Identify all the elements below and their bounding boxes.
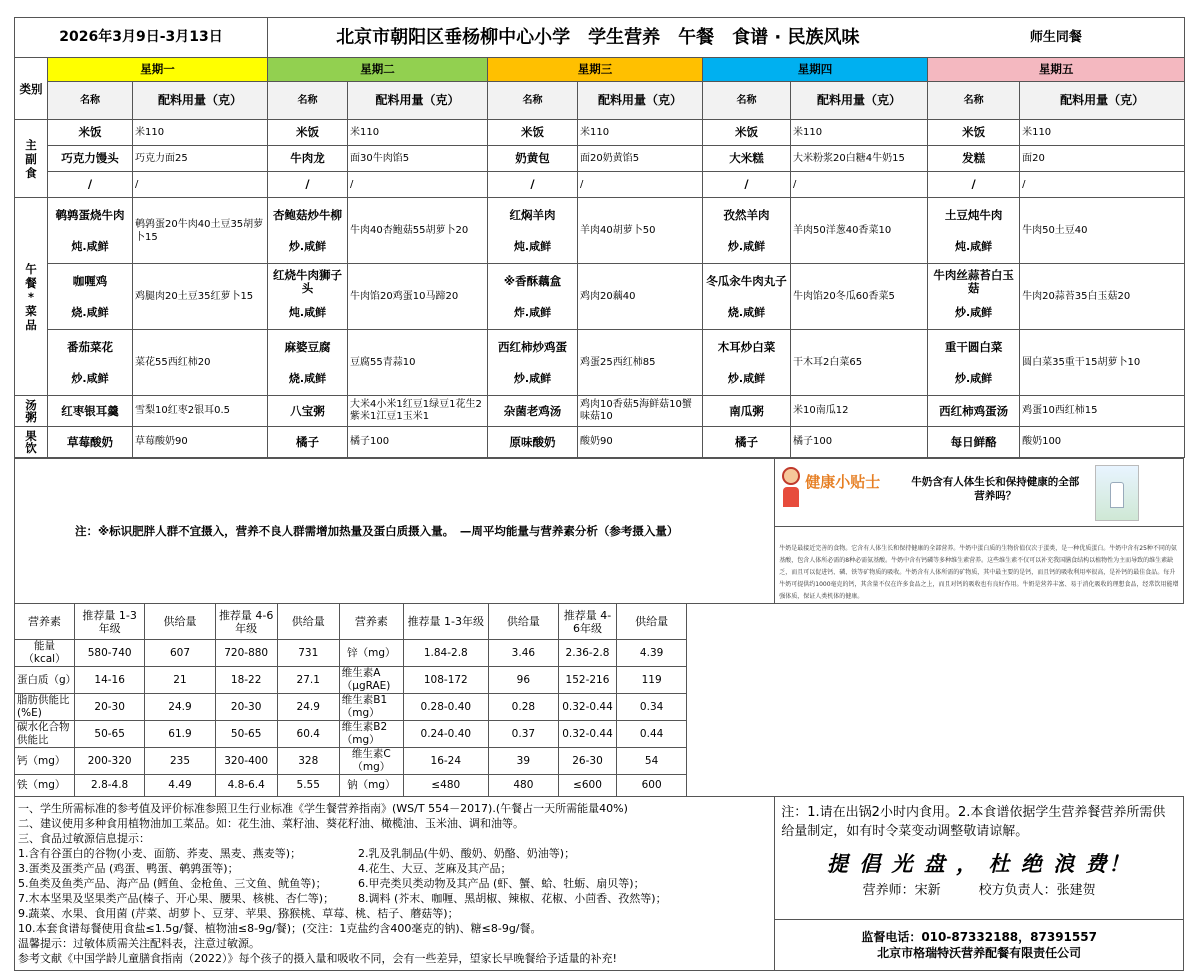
guidelines [15, 797, 775, 971]
dish-ingredients: 牛肉40杏鲍菇55胡萝卜20 [348, 198, 488, 264]
dish-name: 牛肉丝蒜苔白玉菇 [933, 267, 1014, 295]
dish-ingredients: 牛肉20蒜苔35白玉菇20 [1020, 264, 1185, 330]
soup-ingredients: 大米4小米1红豆1绿豆1花生2紫米1江豆1玉米1 [348, 396, 488, 427]
dish-ingredients: 鸡蛋25西红柿85 [578, 330, 703, 396]
fruit-name: 橘子 [268, 427, 348, 458]
category-staple: 主副食 [15, 120, 48, 198]
staple-ingredients: 面20 [1020, 146, 1185, 172]
dish-name: 红烧牛肉狮子头 [273, 267, 343, 295]
fruit-name: 草莓酸奶 [48, 427, 133, 458]
nutrient-value: 21 [145, 667, 215, 694]
guideline-line: 二、建议使用多种食用植物油加工菜品。如：花生油、菜籽油、葵花籽油、橄榄油、玉米油、调和油等。 [18, 817, 524, 830]
staple-name: 奶黄包 [488, 146, 578, 172]
guideline-line: 9.蔬菜、水果、食用菌 (芹菜、胡萝卜、豆芽、苹果、猕猴桃、草莓、桃、桔子、蘑菇等)； [18, 907, 459, 920]
nutrient-value: 26-30 [559, 748, 617, 775]
day-mon: 星期一 [48, 58, 268, 82]
tip-badge: 健康小贴士 [805, 473, 881, 491]
category-fruit: 果饮 [15, 427, 48, 458]
soup-name: 西红柿鸡蛋汤 [928, 396, 1020, 427]
nutrient-value: 0.37 [488, 721, 558, 748]
supervise-phone: 监督电话：010-87332188，87391557 [861, 930, 1097, 945]
dish-ingredients: 圆白菜35重干15胡萝卜10 [1020, 330, 1185, 396]
staple-ingredients: 大米粉浆20白糖4牛奶15 [791, 146, 928, 172]
staple-name: 米饭 [268, 120, 348, 146]
nutrient-value: 27.1 [277, 667, 339, 694]
dish-cell [703, 264, 791, 330]
nutrient-name: 维生素B1（mg） [339, 694, 403, 721]
nutrient-name: 碳水化合物供能比 [15, 721, 75, 748]
nutrient-value: 0.34 [616, 694, 686, 721]
col-ingredients-header: 配料用量（克） [1020, 82, 1185, 120]
dietitian: 营养师：宋新 [862, 883, 941, 898]
dish-cooking: 炒.咸鲜 [727, 240, 766, 253]
guideline-line: 10.本套食谱每餐使用食盐≤1.5g/餐、植物油≤8-9g/餐)；(交注：1克盐约含400毫克的钠)、糖≤8-9g/餐。 [18, 922, 542, 935]
dish-cell [488, 264, 578, 330]
col-name-header: 名称 [268, 82, 348, 120]
soup-name: 红枣银耳羹 [48, 396, 133, 427]
dish-name: 咖喱鸡 [72, 274, 108, 288]
staple-ingredients: 米110 [578, 120, 703, 146]
category-header: 类别 [15, 58, 48, 120]
nutrient-value: 61.9 [145, 721, 215, 748]
nutrient-name: 维生素B2（mg） [339, 721, 403, 748]
col-name-header: 名称 [488, 82, 578, 120]
staple-ingredients: / [1020, 172, 1185, 198]
dish-ingredients: 牛肉馅20鸡蛋10马蹄20 [348, 264, 488, 330]
nutrition-head: 推荐量 4-6年级 [559, 604, 617, 640]
dish-cooking: 炒.咸鲜 [954, 306, 993, 319]
nutrition-head: 推荐量 1-3年级 [74, 604, 144, 640]
col-ingredients-header: 配料用量（克） [348, 82, 488, 120]
fruit-ingredients: 橘子100 [791, 427, 928, 458]
contact-cell [775, 920, 1184, 971]
staple-ingredients: / [791, 172, 928, 198]
dish-ingredients: 豆腐55青蒜10 [348, 330, 488, 396]
fruit-ingredients: 橘子100 [348, 427, 488, 458]
dish-cell [488, 198, 578, 264]
staple-name: / [488, 172, 578, 198]
dish-name: 麻婆豆腐 [284, 340, 331, 354]
dish-cell [928, 264, 1020, 330]
staple-ingredients: 米110 [1020, 120, 1185, 146]
dish-ingredients: 鸡腿肉20土豆35红萝卜15 [133, 264, 268, 330]
staple-name: 发糕 [928, 146, 1020, 172]
meal-tag: 师生同餐 [928, 18, 1185, 58]
nutrient-value: 1.84-2.8 [403, 640, 488, 667]
nutrient-value: ≤480 [403, 775, 488, 797]
nutrient-value: 2.36-2.8 [559, 640, 617, 667]
nutrient-value: 60.4 [277, 721, 339, 748]
nutrition-head: 推荐量 4-6年级 [215, 604, 277, 640]
dish-name: 重干圆白菜 [944, 340, 1003, 354]
staple-name: 米饭 [928, 120, 1020, 146]
dish-cooking: 炖.咸鲜 [288, 306, 327, 319]
nutrient-name: 钙（mg） [15, 748, 75, 775]
guideline-line: 1.含有谷蛋白的谷物(小麦、面筋、荞麦、黑麦、燕麦等)； [18, 847, 302, 860]
nutrient-name: 脂肪供能比(%E) [15, 694, 75, 721]
soup-name: 八宝粥 [268, 396, 348, 427]
staple-ingredients: 巧克力面25 [133, 146, 268, 172]
fruit-name: 每日鲜酪 [928, 427, 1020, 458]
category-soup: 汤粥 [15, 396, 48, 427]
dish-cell [268, 330, 348, 396]
dish-cell [488, 330, 578, 396]
dish-name: 西红柿炒鸡蛋 [498, 340, 568, 354]
dish-name: ※香酥藕盒 [503, 274, 562, 288]
dish-cooking: 炖.咸鲜 [954, 240, 993, 253]
staple-name: / [703, 172, 791, 198]
nutrient-value: 50-65 [215, 721, 277, 748]
nutrient-value: 20-30 [215, 694, 277, 721]
dish-ingredients: 干木耳2白菜65 [791, 330, 928, 396]
col-name-header: 名称 [48, 82, 133, 120]
nutrient-value: 0.44 [616, 721, 686, 748]
dish-ingredients: 牛肉50土豆40 [1020, 198, 1185, 264]
nutrient-name: 铁（mg） [15, 775, 75, 797]
dish-cell [268, 198, 348, 264]
nutrient-value: 24.9 [277, 694, 339, 721]
col-ingredients-header: 配料用量（克） [133, 82, 268, 120]
staple-ingredients: 米110 [348, 120, 488, 146]
tip-question: 牛奶含有人体生长和保持健康的全部营养吗？ [911, 476, 1080, 502]
analysis-table [14, 458, 1184, 971]
dish-ingredients: 羊肉50洋葱40香菜10 [791, 198, 928, 264]
page-title: 北京市朝阳区垂杨柳中心小学 学生营养 午餐 食谱 · 民族风味 [268, 18, 928, 58]
staple-name: / [928, 172, 1020, 198]
guideline-line: 三、食品过敏源信息提示： [18, 832, 150, 845]
nutrition-head: 供给量 [145, 604, 215, 640]
day-tue: 星期二 [268, 58, 488, 82]
milk-bottle-icon [1095, 465, 1139, 521]
nutrient-value: 4.39 [616, 640, 686, 667]
dish-name: 红焖羊肉 [509, 208, 556, 222]
soup-name: 南瓜粥 [703, 396, 791, 427]
soup-ingredients: 雪梨10红枣2银耳0.5 [133, 396, 268, 427]
nutrient-name: 能量（kcal） [15, 640, 75, 667]
nutrition-head: 营养素 [15, 604, 75, 640]
staple-name: 米饭 [48, 120, 133, 146]
guideline-line: 温馨提示：过敏体质需关注配料表，注意过敏源。 [18, 937, 260, 950]
fruit-ingredients: 草莓酸奶90 [133, 427, 268, 458]
staple-name: / [268, 172, 348, 198]
col-name-header: 名称 [928, 82, 1020, 120]
col-ingredients-header: 配料用量（克） [791, 82, 928, 120]
nutrient-name: 维生素A（μgRAE) [339, 667, 403, 694]
nutrient-value: 108-172 [403, 667, 488, 694]
nutrient-value: 5.55 [277, 775, 339, 797]
guideline-line: 参考文献《中国学龄儿童膳食指南（2022）》每个孩子的摄入量和吸收不同，会有一些差异，望家长早晚餐给予适量的补充! [18, 952, 617, 965]
dish-cooking: 炖.咸鲜 [71, 240, 109, 253]
nutrient-value: 607 [145, 640, 215, 667]
dish-ingredients: 鸡肉20藕40 [578, 264, 703, 330]
fruit-name: 原味酸奶 [488, 427, 578, 458]
slogan: 提 倡 光 盘 ， 杜 绝 浪 费！ [826, 851, 1132, 876]
staple-ingredients: / [578, 172, 703, 198]
dish-cooking: 炒.咸鲜 [288, 240, 327, 253]
col-name-header: 名称 [703, 82, 791, 120]
nutrient-value: 0.24-0.40 [403, 721, 488, 748]
fruit-ingredients: 酸奶100 [1020, 427, 1185, 458]
dish-cooking: 烧.咸鲜 [71, 306, 109, 319]
dish-cooking: 炸.咸鲜 [513, 306, 552, 319]
guideline-line: 8.调料 (芥末、咖喱、黑胡椒、辣椒、花椒、小茴香、孜然等)； [358, 892, 667, 905]
soup-ingredients: 鸡肉10香菇5海鲜菇10蟹味菇10 [578, 396, 703, 427]
dish-ingredients: 鹌鹑蛋20牛肉40土豆35胡萝卜15 [133, 198, 268, 264]
nutrient-name: 蛋白质（g） [15, 667, 75, 694]
principal: 校方负责人：张建贺 [978, 883, 1096, 898]
nutrition-head: 供给量 [277, 604, 339, 640]
nutrient-value: 24.9 [145, 694, 215, 721]
dish-cell [48, 330, 133, 396]
dish-cell [48, 198, 133, 264]
company-name: 北京市格瑞特沃营养配餐有限责任公司 [877, 946, 1082, 961]
guideline-line: 一、学生所需标准的参考值及评价标准参照卫生行业标准《学生餐营养指南》(WS/T 554－2017).(午餐占一天所需能量40%) [18, 802, 628, 815]
nutrient-name: 维生素C（mg） [339, 748, 403, 775]
staple-ingredients: / [348, 172, 488, 198]
soup-name: 杂菌老鸡汤 [488, 396, 578, 427]
dish-name: 孜然羊肉 [723, 208, 770, 222]
nutrient-value: 200-320 [74, 748, 144, 775]
staple-ingredients: 米110 [791, 120, 928, 146]
nutrient-value: 600 [616, 775, 686, 797]
dish-name: 杏鲍菇炒牛柳 [273, 208, 343, 222]
staple-name: 牛肉龙 [268, 146, 348, 172]
dish-name: 鹌鹑蛋烧牛肉 [55, 208, 125, 222]
guideline-line: 7.木本坚果及坚果类产品(榛子、开心果、腰果、核桃、杏仁等)； [18, 892, 335, 905]
nutrient-value: 480 [488, 775, 558, 797]
soup-ingredients: 米10南瓜12 [791, 396, 928, 427]
dish-cell [703, 330, 791, 396]
staple-name: 巧克力馒头 [48, 146, 133, 172]
nutrient-value: 20-30 [74, 694, 144, 721]
notice-text: 注：1.请在出锅2小时内食用。2.本食谱依据学生营养餐营养所需供给量制定，如有时令菜变动调整敬请谅解。 [781, 805, 1166, 839]
staple-ingredients: / [133, 172, 268, 198]
dish-ingredients: 菜花55西红柿20 [133, 330, 268, 396]
staple-name: 米饭 [703, 120, 791, 146]
col-ingredients-header: 配料用量（克） [578, 82, 703, 120]
staple-name: 大米糕 [703, 146, 791, 172]
day-thu: 星期四 [703, 58, 928, 82]
nutrient-value: 54 [616, 748, 686, 775]
dish-ingredients: 羊肉40胡萝卜50 [578, 198, 703, 264]
dish-cooking: 烧.咸鲜 [727, 306, 766, 319]
nutrient-value: 731 [277, 640, 339, 667]
dish-ingredients: 牛肉馅20冬瓜60香菜5 [791, 264, 928, 330]
dish-cooking: 炒.咸鲜 [727, 372, 766, 385]
guideline-line: 6.甲壳类贝类动物及其产品 (虾、蟹、蛤、牡蛎、扇贝等)； [358, 877, 645, 890]
nutrient-value: 3.46 [488, 640, 558, 667]
staple-ingredients: 面20奶黄馅5 [578, 146, 703, 172]
guideline-line: 2.乳及乳制品(牛奶、酸奶、奶酪、奶油等)； [358, 847, 576, 860]
dish-cell [928, 330, 1020, 396]
nutrient-value: 39 [488, 748, 558, 775]
dish-cell [48, 264, 133, 330]
health-tips [775, 459, 1184, 604]
nutrient-value: 4.8-6.4 [215, 775, 277, 797]
dish-name: 木耳炒白菜 [717, 340, 776, 354]
nutrient-value: ≤600 [559, 775, 617, 797]
dish-name: 土豆炖牛肉 [944, 208, 1003, 222]
nutrient-value: 2.8-4.8 [74, 775, 144, 797]
staple-ingredients: 面30牛肉馅5 [348, 146, 488, 172]
dish-cell [268, 264, 348, 330]
dish-name: 番茄菜花 [67, 340, 113, 354]
nutrient-value: 720-880 [215, 640, 277, 667]
nutrition-note: 注：※标识肥胖人群不宜摄入，营养不良人群需增加热量及蛋白质摄入量。 —周平均能量与营养素分析（参考摄入量） [15, 459, 775, 604]
dish-cooking: 炖.咸鲜 [513, 240, 552, 253]
day-fri: 星期五 [928, 58, 1185, 82]
nutrient-value: 320-400 [215, 748, 277, 775]
tip-person-icon [780, 467, 802, 509]
guideline-line: 3.蛋类及蛋类产品 (鸡蛋、鸭蛋、鹌鹑蛋等)； [18, 862, 239, 875]
nutrient-value: 580-740 [74, 640, 144, 667]
staple-name: 米饭 [488, 120, 578, 146]
staple-name: / [48, 172, 133, 198]
nutrition-head: 供给量 [616, 604, 686, 640]
date-range: 2026年3月9日-3月13日 [15, 18, 268, 58]
dish-cooking: 烧.咸鲜 [288, 372, 327, 385]
nutrient-value: 18-22 [215, 667, 277, 694]
guideline-line: 5.鱼类及鱼类产品、海产品 (鳕鱼、金枪鱼、三文鱼、鱿鱼等)； [18, 877, 327, 890]
day-wed: 星期三 [488, 58, 703, 82]
nutrient-value: 0.32-0.44 [559, 721, 617, 748]
dish-cooking: 炒.咸鲜 [513, 372, 552, 385]
dish-name: 冬瓜汆牛肉丸子 [706, 274, 787, 288]
nutrition-head: 供给量 [488, 604, 558, 640]
nutrition-head: 推荐量 1-3年级 [403, 604, 488, 640]
nutrient-value: 16-24 [403, 748, 488, 775]
nutrient-name: 锌（mg） [339, 640, 403, 667]
category-dish: 午餐*菜品 [15, 198, 48, 396]
nutrient-value: 0.28 [488, 694, 558, 721]
tip-body: 牛奶是最接近完善的食物。它含有人体生长和保持健康的全部营养。牛奶中蛋白质的生物价值仅次于蛋类，是一种优质蛋白。牛奶中含有25种不同的氨基酸，包含人体所必需的8种必需氨基酸。牛奶中含有钙磷等多种维生素营养。这些维生素不仅可以补充我国膳食结构以植物性为主而导致的维生素缺乏，而且可以促进钙、磷、铁等矿物质的吸收。牛奶含有人体所需的矿物质，其中最主要的是钙，而且钙的吸收利用率很高，是补钙的最佳食品。每升牛奶可提供约1000毫克的钙，其含量不仅在许多食品之上，而且对钙的吸收也有良好作用。牛奶是营养丰富、易于消化吸收的理想食品，经常饮用能增强体质，保证人类机体的健康。 [779, 545, 1179, 600]
nutrient-value: 235 [145, 748, 215, 775]
dish-cooking: 炒.咸鲜 [954, 372, 993, 385]
fruit-name: 橘子 [703, 427, 791, 458]
notice-cell [775, 797, 1184, 920]
nutrient-value: 119 [616, 667, 686, 694]
soup-ingredients: 鸡蛋10西红柿15 [1020, 396, 1185, 427]
nutrient-value: 96 [488, 667, 558, 694]
nutrient-value: 14-16 [74, 667, 144, 694]
nutrient-name: 钠（mg） [339, 775, 403, 797]
dish-cell [703, 198, 791, 264]
staple-ingredients: 米110 [133, 120, 268, 146]
nutrient-value: 4.49 [145, 775, 215, 797]
menu-sheet [14, 17, 1184, 965]
nutrient-value: 152-216 [559, 667, 617, 694]
nutrient-value: 328 [277, 748, 339, 775]
nutrient-value: 0.28-0.40 [403, 694, 488, 721]
fruit-ingredients: 酸奶90 [578, 427, 703, 458]
nutrient-value: 50-65 [74, 721, 144, 748]
guideline-line: 4.花生、大豆、芝麻及其产品； [358, 862, 512, 875]
nutrient-value: 0.32-0.44 [559, 694, 617, 721]
dish-cooking: 炒.咸鲜 [71, 372, 109, 385]
dish-cell [928, 198, 1020, 264]
menu-table [14, 17, 1185, 458]
nutrition-head: 营养素 [339, 604, 403, 640]
